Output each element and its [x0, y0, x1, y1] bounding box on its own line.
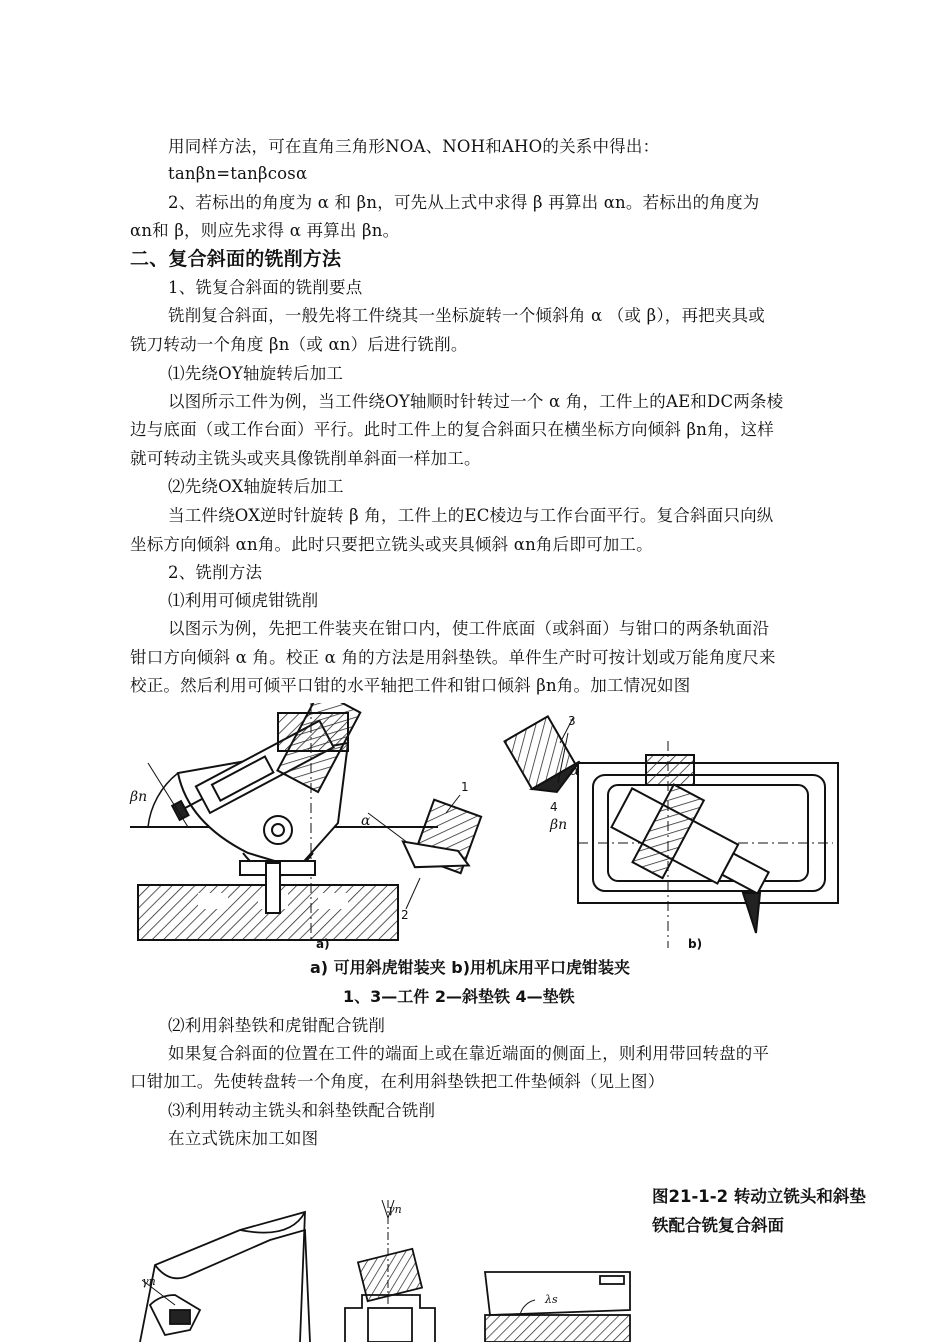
text-line: 坐标方向倾斜 αn角。此时只要把立铣头或夹具倾斜 αn角后即可加工。: [130, 535, 653, 554]
gamma-n-label: γn: [388, 1203, 402, 1216]
section-heading: 二、复合斜面的铣削方法: [130, 248, 342, 270]
alpha-label: α: [361, 813, 371, 829]
vise-diagram: [128, 703, 878, 955]
alpha-label-b: α: [570, 763, 580, 779]
part-label-3: 3: [568, 714, 576, 728]
text-line: 就可转动主铣头或夹具像铣削单斜面一样加工。: [130, 449, 481, 468]
part-label-2: 2: [401, 908, 409, 922]
text-line: 铣刀转动一个角度 βn（或 αn）后进行铣削。: [130, 335, 468, 354]
beta-n-label-b: βn: [550, 817, 568, 833]
text-line: 如果复合斜面的位置在工件的端面上或在靠近端面的侧面上，则利用带回转盘的平: [168, 1044, 770, 1063]
lambda-s-label: λs: [545, 1293, 558, 1306]
text-line: 2、若标出的角度为 α 和 βn，可先从上式中求得 β 再算出 αn。若标出的角度为: [168, 193, 760, 212]
text-line: 铣削复合斜面，一般先将工件绕其一坐标旋转一个倾斜角 α （或 β），再把夹具或: [168, 306, 765, 325]
subsection-heading: ⑵利用斜垫铁和虎钳配合铣削: [168, 1016, 386, 1035]
part-label-4: 4: [550, 800, 558, 814]
figure-caption: a) 可用斜虎钳装夹 b)用机床用平口虎钳装夹: [310, 958, 631, 977]
text-line: 边与底面（或工作台面）平行。此时工件上的复合斜面只在横坐标方向倾斜 βn角，这样: [130, 420, 774, 439]
text-line: 校正。然后利用可倾平口钳的水平轴把工件和钳口倾斜 βn角。加工情况如图: [130, 676, 691, 695]
subsection-heading: ⑵先绕OX轴旋转后加工: [168, 477, 344, 496]
figure-milling-head: [130, 1200, 650, 1342]
gamma-n-label-left: γn: [142, 1275, 156, 1288]
milling-head-diagram: [130, 1200, 650, 1342]
text-line: 以图所示工件为例，当工件绕OY轴顺时针转过一个 α 角，工件上的AE和DC两条棱: [168, 392, 784, 411]
beta-n-label: βn: [130, 789, 148, 805]
text-line: 在立式铣床加工如图: [168, 1129, 319, 1148]
subfigure-label-a: a): [316, 937, 330, 951]
text-line: 以图示为例，先把工件装夹在钳口内，使工件底面（或斜面）与钳口的两条轨面沿: [168, 619, 770, 638]
subsection-heading: ⑴先绕OY轴旋转后加工: [168, 364, 344, 383]
subsection-heading: ⑴利用可倾虎钳铣削: [168, 591, 319, 610]
subfigure-label-b: b): [688, 937, 703, 951]
figure-legend: 1、3—工件 2—斜垫铁 4—垫铁: [343, 987, 575, 1006]
text-line: 钳口方向倾斜 α 角。校正 α 角的方法是用斜垫铁。单件生产时可按计划或万能角度尺来: [130, 648, 776, 667]
subsection-heading: 2、铣削方法: [168, 563, 263, 582]
formula-line: tanβn=tanβcosα: [168, 164, 308, 183]
part-label-1: 1: [461, 780, 469, 794]
figure-vise-setup: [128, 703, 878, 955]
text-line: 口钳加工。先使转盘转一个角度，在利用斜垫铁把工件垫倾斜（见上图）: [130, 1072, 665, 1091]
text-line: 当工件绕OX逆时针旋转 β 角，工件上的EC棱边与工作台面平行。复合斜面只向纵: [168, 506, 774, 525]
text-line: αn和 β，则应先求得 α 再算出 βn。: [130, 221, 400, 240]
figure-title: 图21-1-2 转动立铣头和斜垫铁配合铣复合斜面: [652, 1187, 866, 1235]
text-line: 用同样方法，可在直角三角形NOA、NOH和AHO的关系中得出：: [168, 137, 660, 156]
subsection-heading: 1、铣复合斜面的铣削要点: [168, 278, 363, 297]
subsection-heading: ⑶利用转动主铣头和斜垫铁配合铣削: [168, 1101, 436, 1120]
